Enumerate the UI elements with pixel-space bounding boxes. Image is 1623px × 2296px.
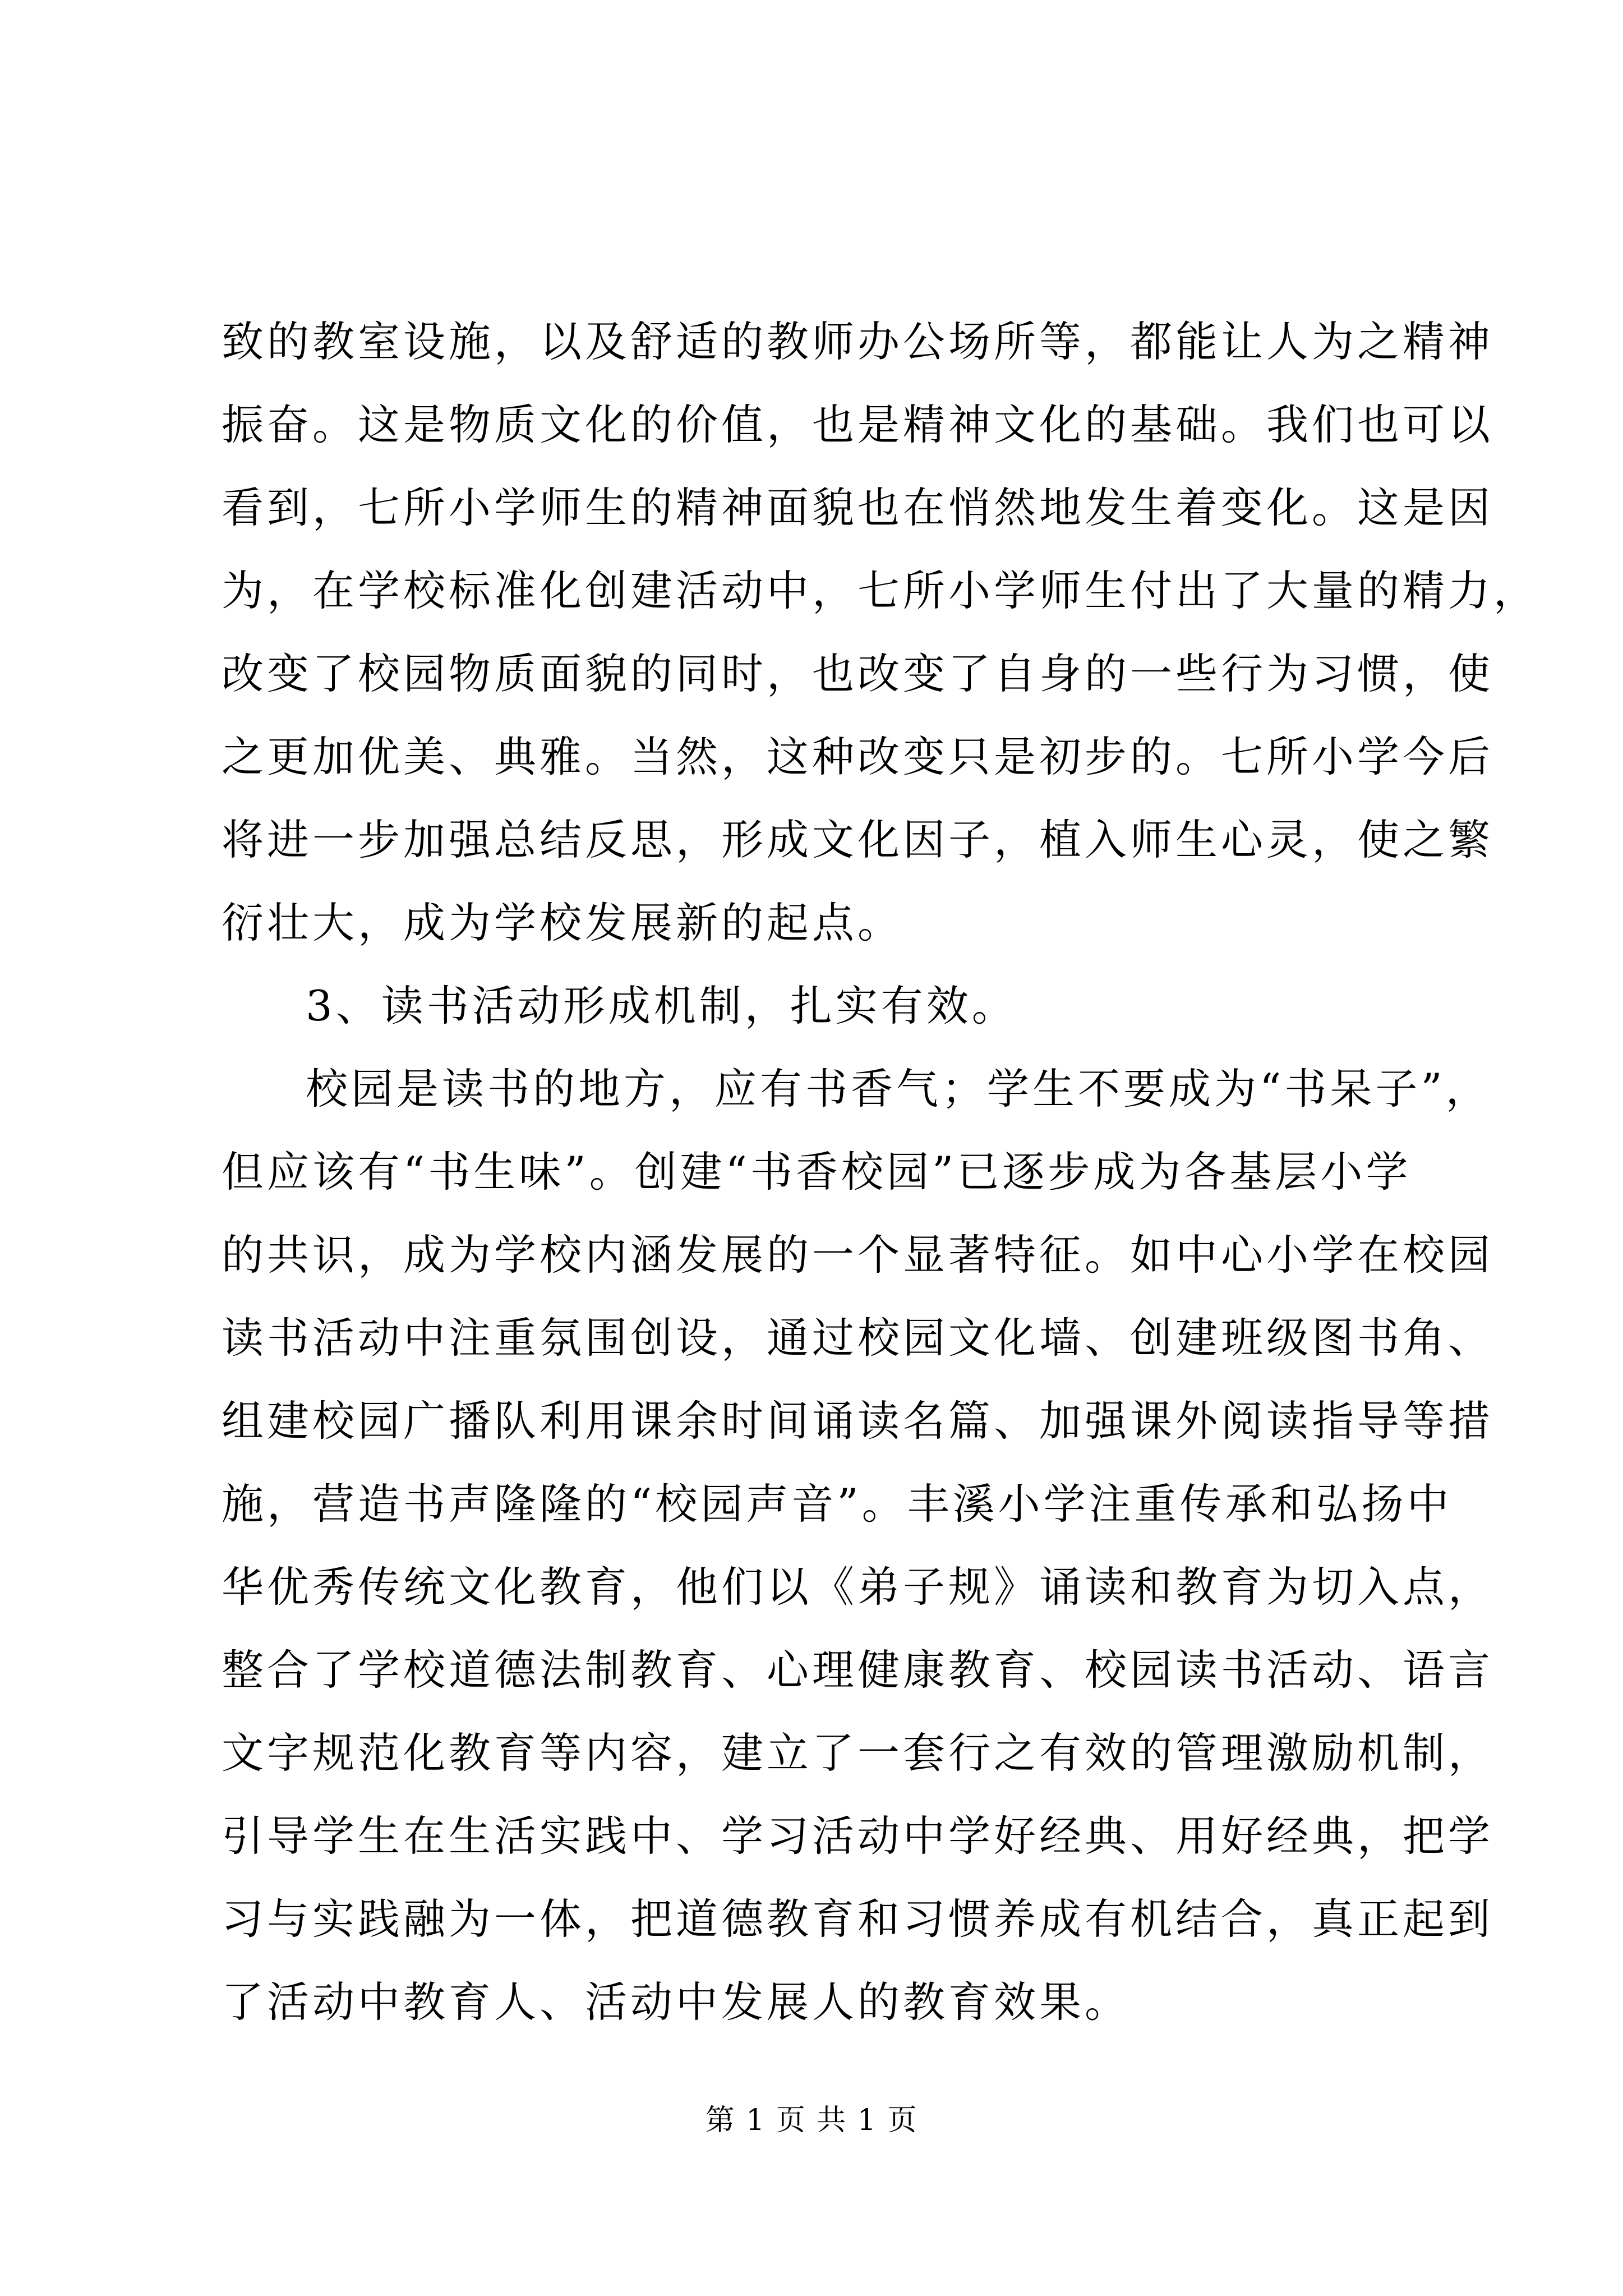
body-line: 改变了校园物质面貌的同时，也改变了自身的一些行为习惯，使 — [222, 649, 1494, 698]
body-line: 了活动中教育人、活动中发展人的教育效果。 — [222, 1977, 1131, 2027]
body-line: 将进一步加强总结反思，形成文化因子，植入师生心灵，使之繁 — [222, 815, 1494, 864]
body-line: 看到，七所小学师生的精神面貌也在悄然地发生着变化。这是因 — [222, 483, 1494, 532]
body-line: 文字规范化教育等内容，建立了一套行之有效的管理激励机制， — [222, 1728, 1494, 1778]
document-body — [222, 300, 1539, 2044]
page-footer: 第 1 页 共 1 页 — [705, 2104, 918, 2137]
body-line: 组建校园广播队利用课余时间诵读名篇、加强课外阅读指导等措 — [222, 1396, 1494, 1446]
body-line: 读书活动中注重氛围创设，通过校园文化墙、创建班级图书角、 — [222, 1313, 1494, 1363]
body-line: 之更加优美、典雅。当然，这种改变只是初步的。七所小学今后 — [222, 732, 1494, 781]
body-line: 校园是读书的地方，应有书香气；学生不要成为“书呆子”， — [306, 1064, 1491, 1114]
body-line: 为，在学校标准化创建活动中，七所小学师生付出了大量的精力， — [222, 566, 1539, 615]
body-line: 引导学生在生活实践中、学习活动中学好经典、用好经典，把学 — [222, 1811, 1494, 1861]
body-line: 衍壮大，成为学校发展新的起点。 — [222, 898, 903, 947]
body-line: 习与实践融为一体，把道德教育和习惯养成有机结合，真正起到 — [222, 1894, 1494, 1944]
body-line: 振奋。这是物质文化的价值，也是精神文化的基础。我们也可以 — [222, 400, 1494, 449]
body-line: 致的教室设施，以及舒适的教师办公场所等，都能让人为之精神 — [222, 317, 1494, 366]
body-line: 的共识，成为学校内涵发展的一个显著特征。如中心小学在校园 — [222, 1230, 1494, 1280]
body-line: 整合了学校道德法制教育、心理健康教育、校园读书活动、语言 — [222, 1645, 1494, 1695]
body-line: 施，营造书声隆隆的“校园声音”。丰溪小学注重传承和弘扬中 — [222, 1479, 1453, 1529]
body-line: 但应该有“书生味”。创建“书香校园”已逐步成为各基层小学 — [222, 1147, 1412, 1197]
body-line: 华优秀传统文化教育，他们以《弟子规》诵读和教育为切入点， — [222, 1562, 1494, 1612]
section-heading: 3、读书活动形成机制，扎实有效。 — [306, 981, 1017, 1030]
